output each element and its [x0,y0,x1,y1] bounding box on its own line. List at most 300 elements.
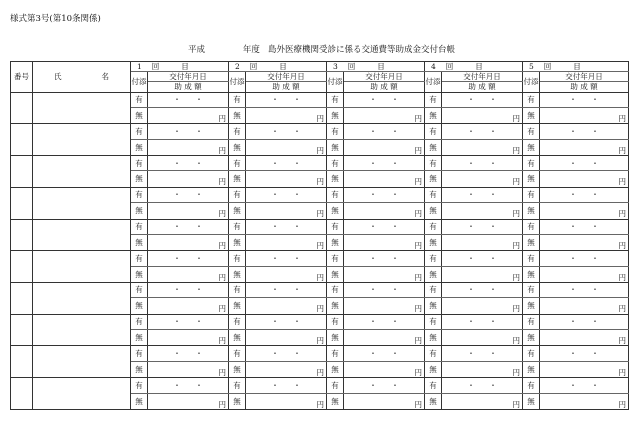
issue-date-cell [442,92,523,107]
amount-cell: 円 [246,361,327,377]
amount-cell: 円 [148,393,229,409]
attach-no: 無 [327,266,344,282]
attach-no: 無 [523,203,540,219]
date-separator-dot: ・ [467,317,475,327]
attach-yes: 有 [523,124,540,139]
attach-no: 無 [523,298,540,314]
header-amount: 助 成 額 [540,82,629,92]
date-separator-dot: ・ [293,158,301,168]
attach-yes: 有 [327,283,344,298]
amount-cell: 円 [246,171,327,187]
date-separator-dot: ・ [293,317,301,327]
date-separator-dot: ・ [391,222,399,231]
amount-cell: 円 [442,361,523,377]
attach-yes: 有 [523,314,540,329]
issue-date-cell [344,124,425,139]
date-separator-dot: ・ [173,285,181,295]
amount-cell: 円 [540,330,629,346]
attach-no: 無 [229,393,246,409]
header-attach: 付添 [131,72,148,92]
attach-no: 無 [425,330,442,346]
amount-cell: 円 [148,139,229,155]
record-number-cell [11,187,33,219]
date-separator-dot: ・ [489,380,497,390]
attach-no: 無 [327,234,344,250]
date-separator-dot: ・ [467,348,475,358]
attach-yes: 有 [229,92,246,107]
date-separator-dot: ・ [467,158,475,168]
attach-no: 無 [523,139,540,155]
attach-yes: 有 [229,187,246,202]
date-separator-dot: ・ [195,348,203,358]
date-separator-dot: ・ [195,380,203,390]
date-separator-dot: ・ [569,190,577,200]
date-separator-dot: ・ [591,126,599,136]
attach-yes: 有 [523,283,540,298]
date-separator-dot: ・ [569,222,577,231]
attach-yes: 有 [425,346,442,361]
issue-date-cell [344,314,425,329]
record-name-cell [33,156,131,188]
date-separator-dot: ・ [173,253,181,263]
date-separator-dot: ・ [293,190,301,200]
attach-yes: 有 [229,283,246,298]
date-separator-dot: ・ [195,317,203,327]
header-attach: 付添 [523,72,540,92]
attach-no: 無 [131,361,148,377]
attach-yes: 有 [229,156,246,171]
attach-yes: 有 [523,378,540,393]
date-separator-dot: ・ [591,317,599,327]
header-round-number: 3 [333,61,338,71]
date-separator-dot: ・ [569,348,577,358]
amount-cell: 円 [442,108,523,124]
record-name-cell [33,283,131,315]
amount-cell: 円 [246,139,327,155]
issue-date-cell [540,283,629,298]
record-name-cell [33,251,131,283]
issue-date-cell [442,156,523,171]
attach-yes: 有 [425,251,442,266]
issue-date-cell [246,219,327,234]
record-number-cell [11,251,33,283]
record-name-cell [33,378,131,410]
header-name [33,62,131,93]
date-separator-dot: ・ [391,348,399,358]
date-separator-dot: ・ [271,95,279,105]
header-round-day: 目 [475,61,483,71]
attach-yes: 有 [425,92,442,107]
ledger-title [188,43,455,55]
attach-yes: 有 [131,314,148,329]
header-attach: 付添 [327,72,344,92]
attach-no: 無 [425,266,442,282]
form-label: 様式第3号(第10条関係) [10,14,101,24]
issue-date-cell [246,314,327,329]
date-separator-dot: ・ [369,253,377,263]
date-separator-dot: ・ [195,158,203,168]
issue-date-cell [442,346,523,361]
issue-date-cell [540,219,629,234]
amount-cell: 円 [442,203,523,219]
attach-no: 無 [425,361,442,377]
issue-date-cell [344,251,425,266]
issue-date-cell [442,283,523,298]
date-separator-dot: ・ [569,380,577,390]
record-number-cell [11,92,33,124]
date-separator-dot: ・ [569,158,577,168]
attach-no: 無 [327,171,344,187]
date-separator-dot: ・ [271,348,279,358]
date-separator-dot: ・ [489,348,497,358]
attach-yes: 有 [327,187,344,202]
date-separator-dot: ・ [271,317,279,327]
issue-date-cell [540,251,629,266]
date-separator-dot: ・ [391,95,399,105]
issue-date-cell [344,187,425,202]
date-separator-dot: ・ [293,222,301,231]
header-round-suffix: 回 [543,61,552,71]
date-separator-dot: ・ [369,158,377,168]
date-separator-dot: ・ [369,348,377,358]
amount-cell: 円 [246,298,327,314]
header-round-suffix: 回 [445,61,454,71]
date-separator-dot: ・ [467,380,475,390]
issue-date-cell [344,219,425,234]
issue-date-cell [540,346,629,361]
amount-cell: 円 [540,203,629,219]
attach-yes: 有 [523,251,540,266]
date-separator-dot: ・ [591,190,599,200]
issue-date-cell [344,283,425,298]
date-separator-dot: ・ [489,95,497,105]
date-separator-dot: ・ [489,285,497,295]
amount-cell: 円 [442,171,523,187]
issue-date-cell [246,283,327,298]
attach-no: 無 [229,171,246,187]
issue-date-cell [540,314,629,329]
attach-no: 無 [131,266,148,282]
amount-cell: 円 [148,203,229,219]
attach-yes: 有 [425,219,442,234]
date-separator-dot: ・ [591,95,599,105]
issue-date-cell [246,378,327,393]
attach-yes: 有 [131,92,148,107]
issue-date-cell [246,92,327,107]
header-attach: 付添 [425,72,442,92]
date-separator-dot: ・ [271,190,279,200]
attach-no: 無 [523,393,540,409]
attach-yes: 有 [425,187,442,202]
issue-date-cell [246,156,327,171]
attach-yes: 有 [229,124,246,139]
amount-cell: 円 [148,234,229,250]
amount-cell: 円 [540,234,629,250]
date-separator-dot: ・ [195,285,203,295]
title-text: 島外医療機関受診に係る交通費等助成金交付台帳 [267,45,455,55]
header-round-number: 1 [137,61,142,71]
date-separator-dot: ・ [271,380,279,390]
date-separator-dot: ・ [591,222,599,231]
issue-date-cell [442,378,523,393]
header-round-day: 目 [377,61,385,71]
date-separator-dot: ・ [293,380,301,390]
attach-no: 無 [425,298,442,314]
amount-cell: 円 [540,108,629,124]
attach-no: 無 [327,298,344,314]
record-number-cell [11,378,33,410]
title-era: 平成 [188,45,206,55]
date-separator-dot: ・ [391,317,399,327]
header-name-first: 氏 [54,72,62,82]
header-round-2 [229,62,327,72]
attach-no: 無 [229,139,246,155]
date-separator-dot: ・ [467,126,475,136]
amount-cell: 円 [344,108,425,124]
attach-yes: 有 [229,251,246,266]
header-round-day: 目 [181,61,189,71]
attach-yes: 有 [229,314,246,329]
header-attach: 付添 [229,72,246,92]
amount-cell: 円 [442,298,523,314]
date-separator-dot: ・ [591,253,599,263]
issue-date-cell [442,124,523,139]
attach-yes: 有 [425,124,442,139]
amount-cell: 円 [344,266,425,282]
issue-date-cell [344,92,425,107]
amount-cell: 円 [540,266,629,282]
attach-yes: 有 [131,346,148,361]
date-separator-dot: ・ [489,253,497,263]
date-separator-dot: ・ [467,190,475,200]
attach-yes: 有 [131,283,148,298]
date-separator-dot: ・ [569,95,577,105]
attach-yes: 有 [327,378,344,393]
header-round-3 [327,62,425,72]
date-separator-dot: ・ [489,190,497,200]
date-separator-dot: ・ [173,222,181,231]
issue-date-cell [344,346,425,361]
header-issue-date: 交付年月日 [442,72,523,82]
date-separator-dot: ・ [173,380,181,390]
record-number-cell [11,283,33,315]
date-separator-dot: ・ [591,348,599,358]
amount-cell: 円 [442,266,523,282]
issue-date-cell [148,187,229,202]
attach-yes: 有 [131,219,148,234]
issue-date-cell [442,219,523,234]
record-name-cell [33,314,131,346]
amount-cell: 円 [148,108,229,124]
header-amount: 助 成 額 [344,82,425,92]
issue-date-cell [540,124,629,139]
date-separator-dot: ・ [489,126,497,136]
date-separator-dot: ・ [369,285,377,295]
date-separator-dot: ・ [569,126,577,136]
amount-cell: 円 [344,298,425,314]
date-separator-dot: ・ [271,285,279,295]
attach-no: 無 [229,234,246,250]
amount-cell: 円 [540,361,629,377]
date-separator-dot: ・ [173,317,181,327]
attach-no: 無 [327,393,344,409]
amount-cell: 円 [344,171,425,187]
header-issue-date: 交付年月日 [246,72,327,82]
attach-no: 無 [131,298,148,314]
header-round-number: 4 [431,61,436,71]
header-issue-date: 交付年月日 [540,72,629,82]
date-separator-dot: ・ [369,222,377,231]
attach-yes: 有 [523,346,540,361]
date-separator-dot: ・ [467,253,475,263]
attach-yes: 有 [327,156,344,171]
amount-cell: 円 [148,298,229,314]
attach-no: 無 [327,203,344,219]
date-separator-dot: ・ [293,253,301,263]
attach-no: 無 [523,330,540,346]
header-issue-date: 交付年月日 [344,72,425,82]
amount-cell: 円 [246,234,327,250]
attach-yes: 有 [229,378,246,393]
issue-date-cell [246,124,327,139]
attach-no: 無 [229,361,246,377]
attach-no: 無 [327,108,344,124]
header-round-day: 目 [573,61,581,71]
title-year-label: 年度 [242,45,260,55]
attach-yes: 有 [523,92,540,107]
date-separator-dot: ・ [173,126,181,136]
attach-no: 無 [425,139,442,155]
record-number-cell [11,346,33,378]
attach-no: 無 [327,361,344,377]
amount-cell: 円 [148,171,229,187]
header-round-suffix: 回 [347,61,356,71]
date-separator-dot: ・ [591,380,599,390]
date-separator-dot: ・ [369,95,377,105]
issue-date-cell [540,156,629,171]
header-round-suffix: 回 [249,61,258,71]
header-amount: 助 成 額 [148,82,229,92]
date-separator-dot: ・ [293,285,301,295]
header-amount: 助 成 額 [246,82,327,92]
issue-date-cell [148,346,229,361]
issue-date-cell [442,251,523,266]
attach-no: 無 [229,330,246,346]
issue-date-cell [344,156,425,171]
amount-cell: 円 [344,203,425,219]
attach-yes: 有 [131,156,148,171]
attach-no: 無 [131,330,148,346]
date-separator-dot: ・ [271,126,279,136]
attach-yes: 有 [131,378,148,393]
date-separator-dot: ・ [173,348,181,358]
attach-yes: 有 [327,346,344,361]
date-separator-dot: ・ [489,222,497,231]
attach-no: 無 [425,393,442,409]
issue-date-cell [148,219,229,234]
attach-no: 無 [523,171,540,187]
attach-no: 無 [425,203,442,219]
issue-date-cell [148,283,229,298]
issue-date-cell [148,251,229,266]
date-separator-dot: ・ [391,158,399,168]
amount-cell: 円 [246,108,327,124]
issue-date-cell [148,314,229,329]
date-separator-dot: ・ [271,158,279,168]
attach-yes: 有 [425,156,442,171]
amount-cell: 円 [442,139,523,155]
date-separator-dot: ・ [467,95,475,105]
header-round-1 [131,62,229,72]
date-separator-dot: ・ [293,95,301,105]
date-separator-dot: ・ [173,190,181,200]
attach-no: 無 [131,234,148,250]
attach-yes: 有 [327,124,344,139]
date-separator-dot: ・ [467,285,475,295]
amount-cell: 円 [442,393,523,409]
date-separator-dot: ・ [489,158,497,168]
record-number-cell [11,124,33,156]
issue-date-cell [442,187,523,202]
date-separator-dot: ・ [271,222,279,231]
attach-no: 無 [425,234,442,250]
header-issue-date: 交付年月日 [148,72,229,82]
attach-yes: 有 [229,346,246,361]
amount-cell: 円 [246,266,327,282]
record-name-cell [33,187,131,219]
record-number-cell [11,314,33,346]
record-number-cell [11,219,33,251]
date-separator-dot: ・ [195,253,203,263]
amount-cell: 円 [148,266,229,282]
attach-no: 無 [425,171,442,187]
attach-no: 無 [131,171,148,187]
attach-no: 無 [229,108,246,124]
amount-cell: 円 [344,234,425,250]
issue-date-cell [148,124,229,139]
date-separator-dot: ・ [369,380,377,390]
record-number-cell [11,156,33,188]
issue-date-cell [148,92,229,107]
attach-yes: 有 [523,219,540,234]
date-separator-dot: ・ [369,190,377,200]
attach-yes: 有 [327,314,344,329]
date-separator-dot: ・ [173,95,181,105]
attach-yes: 有 [523,187,540,202]
issue-date-cell [540,92,629,107]
issue-date-cell [246,251,327,266]
date-separator-dot: ・ [293,348,301,358]
amount-cell: 円 [344,361,425,377]
header-round-5 [523,62,629,72]
issue-date-cell [246,187,327,202]
date-separator-dot: ・ [391,380,399,390]
attach-no: 無 [523,108,540,124]
record-name-cell [33,219,131,251]
date-separator-dot: ・ [591,285,599,295]
date-separator-dot: ・ [391,190,399,200]
amount-cell: 円 [148,330,229,346]
amount-cell: 円 [344,393,425,409]
attach-yes: 有 [327,92,344,107]
attach-no: 無 [131,108,148,124]
header-round-day: 目 [279,61,287,71]
amount-cell: 円 [540,139,629,155]
attach-no: 無 [523,234,540,250]
amount-cell: 円 [442,234,523,250]
header-amount: 助 成 額 [442,82,523,92]
issue-date-cell [442,314,523,329]
